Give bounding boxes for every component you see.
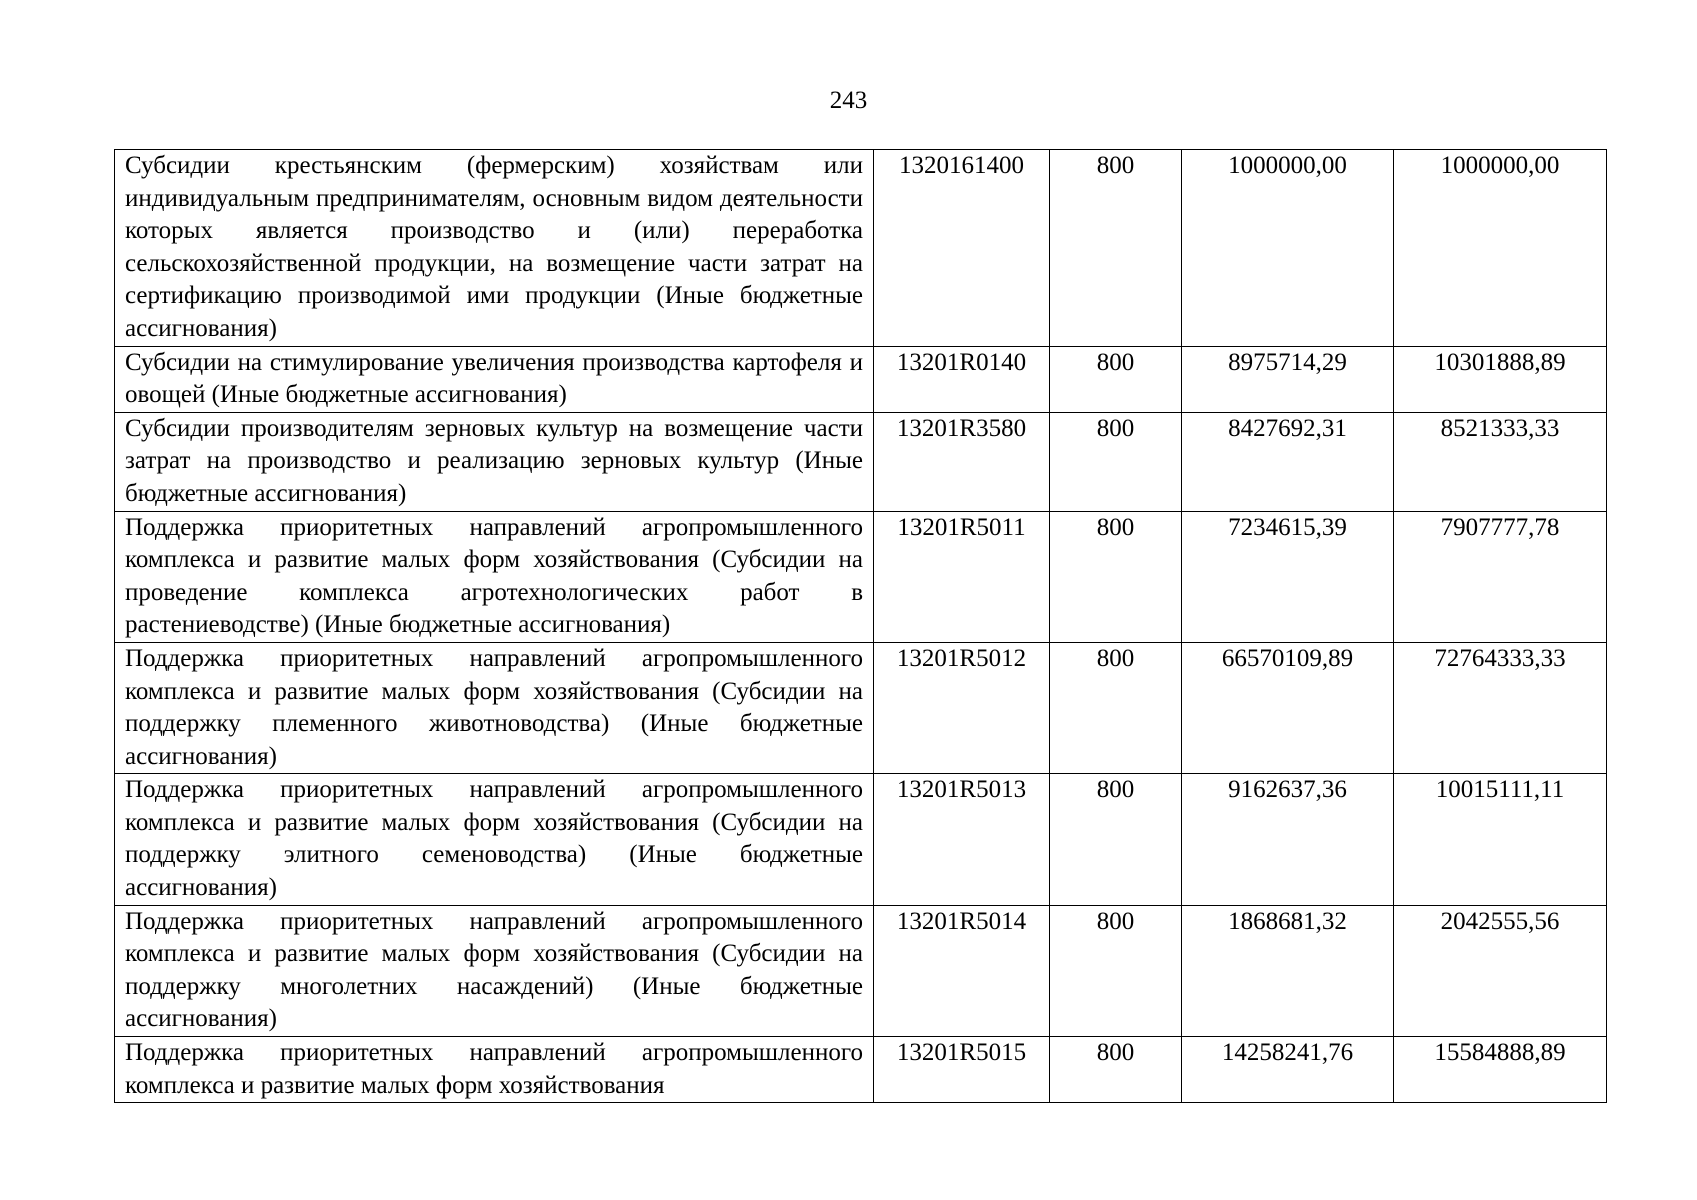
budget-table — [114, 149, 1607, 1103]
row-description-text: Субсидии производителям зерновых культур на возмещение части затрат на производство и реализацию зерновых культур (Иные бюджетные ассигнования) — [125, 414, 863, 507]
row-description-text: Поддержка приоритетных направлений агропромышленного комплекса и развитие малых форм хозяйствования — [125, 1039, 863, 1099]
row-type: 800 — [1050, 905, 1182, 1036]
table-row — [115, 511, 1607, 642]
row-code: 13201R5012 — [874, 642, 1050, 773]
row-amount-1: 8427692,31 — [1182, 412, 1394, 511]
row-description — [115, 346, 874, 412]
table-row — [115, 905, 1607, 1036]
row-description-text: Субсидии крестьянским (фермерским) хозяйствам или индивидуальным предпринимателям, основным видом деятельности которых является производство и (или) переработка сельскохозяйственной продукции, на возмещение части затрат на сертификацию производимой ими продукции (Иные бюджетные ассигнования) — [125, 152, 863, 342]
row-type: 800 — [1050, 1037, 1182, 1103]
row-amount-1: 14258241,76 — [1182, 1037, 1394, 1103]
row-type: 800 — [1050, 412, 1182, 511]
row-description — [115, 150, 874, 347]
table-row — [115, 150, 1607, 347]
table-row — [115, 1037, 1607, 1103]
row-amount-1: 66570109,89 — [1182, 642, 1394, 773]
row-description — [115, 905, 874, 1036]
row-amount-2: 1000000,00 — [1394, 150, 1607, 347]
row-amount-1: 1868681,32 — [1182, 905, 1394, 1036]
row-description — [115, 511, 874, 642]
row-description — [115, 642, 874, 773]
row-type: 800 — [1050, 346, 1182, 412]
row-amount-2: 72764333,33 — [1394, 642, 1607, 773]
row-amount-1: 8975714,29 — [1182, 346, 1394, 412]
table-row — [115, 774, 1607, 905]
row-code: 13201R5014 — [874, 905, 1050, 1036]
row-code: 13201R5013 — [874, 774, 1050, 905]
table-row — [115, 412, 1607, 511]
row-amount-2: 10301888,89 — [1394, 346, 1607, 412]
row-amount-1: 7234615,39 — [1182, 511, 1394, 642]
row-code: 13201R5011 — [874, 511, 1050, 642]
row-amount-2: 15584888,89 — [1394, 1037, 1607, 1103]
row-amount-1: 1000000,00 — [1182, 150, 1394, 347]
row-type: 800 — [1050, 150, 1182, 347]
row-amount-2: 2042555,56 — [1394, 905, 1607, 1036]
row-description — [115, 412, 874, 511]
row-type: 800 — [1050, 511, 1182, 642]
page-number: 243 — [829, 87, 868, 114]
row-code: 13201R5015 — [874, 1037, 1050, 1103]
row-amount-2: 8521333,33 — [1394, 412, 1607, 511]
row-amount-1: 9162637,36 — [1182, 774, 1394, 905]
row-description-text: Субсидии на стимулирование увеличения производства картофеля и овощей (Иные бюджетные ассигнования) — [125, 348, 863, 409]
row-code: 13201R0140 — [874, 346, 1050, 412]
row-type: 800 — [1050, 774, 1182, 905]
row-type: 800 — [1050, 642, 1182, 773]
row-description — [115, 1037, 874, 1103]
row-description-text: Поддержка приоритетных направлений агропромышленного комплекса и развитие малых форм хозяйствования (Субсидии на поддержку многолетних насаждений) (Иные бюджетные ассигнования) — [125, 907, 863, 1033]
row-amount-2: 7907777,78 — [1394, 511, 1607, 642]
row-amount-2: 10015111,11 — [1394, 774, 1607, 905]
row-description-text: Поддержка приоритетных направлений агропромышленного комплекса и развитие малых форм хозяйствования (Субсидии на проведение комплекса агротехнологических работ в растениеводстве) (Иные бюджетные ассигнования) — [125, 513, 863, 639]
row-description — [115, 774, 874, 905]
row-description-text: Поддержка приоритетных направлений агропромышленного комплекса и развитие малых форм хозяйствования (Субсидии на поддержку элитного семеноводства) (Иные бюджетные ассигнования) — [125, 776, 863, 902]
row-code: 13201R3580 — [874, 412, 1050, 511]
row-description-text: Поддержка приоритетных направлений агропромышленного комплекса и развитие малых форм хозяйствования (Субсидии на поддержку племенного животноводства) (Иные бюджетные ассигнования) — [125, 644, 863, 770]
row-code: 1320161400 — [874, 150, 1050, 347]
table-row — [115, 642, 1607, 773]
table-row — [115, 346, 1607, 412]
